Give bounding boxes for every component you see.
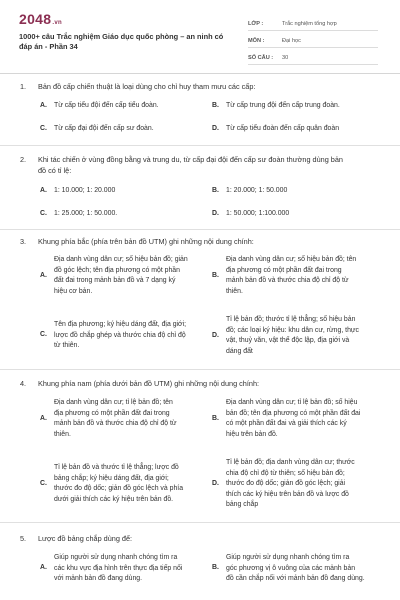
option-line: Tỉ lệ bản đồ; thước tỉ lệ thẳng; số hiệu bản [226, 316, 356, 323]
option-letter: D. [212, 480, 219, 487]
option-line: góc phương vị ô vuông của các mảnh bản [226, 564, 356, 572]
option-letter: C. [40, 125, 47, 132]
option-lines [54, 320, 209, 352]
question-5-stem [20, 533, 380, 544]
option-letter: D. [212, 332, 219, 339]
option-letter: A. [40, 102, 47, 109]
option-line: Tỉ lệ bản đồ; địa danh vùng dân cư; thước [226, 459, 355, 466]
logo-number: 2048 [19, 11, 52, 27]
option-letter: D. [212, 125, 219, 132]
option-line: Địa danh vùng dân cư; tỉ lệ bản đồ; số hiệu [226, 399, 358, 406]
option-line: địa phương có một phần đất đai trong [54, 409, 170, 417]
option-letter: C. [40, 331, 47, 338]
option-text: Từ cấp trung đội đến cấp trung đoàn. [226, 102, 340, 109]
option-letter: A. [40, 187, 47, 194]
option-letter: B. [212, 272, 219, 279]
option-lines [226, 255, 384, 297]
question-text: Lược đồ bảng chắp dùng để: [38, 534, 133, 543]
option-line: Địa danh vùng dân cư; tỉ lệ bản đồ; tên [54, 399, 173, 406]
question-number: 3. [20, 237, 27, 246]
question-4-stem [20, 378, 380, 389]
question-3-stem [20, 236, 380, 247]
question-separator [0, 522, 400, 523]
question-text: Khung phía bắc (phía trên bản đồ UTM) ghi những nội dung chính: [38, 237, 254, 246]
meta-value: Trắc nghiệm tổng hợp [282, 21, 337, 27]
question-separator [0, 229, 400, 230]
meta-table [248, 14, 378, 65]
option-line: bảng chắp; ký hiệu dáng đất, địa giới; [54, 474, 169, 482]
option-lines [226, 398, 384, 440]
option-lines [54, 553, 209, 585]
question-text: Bản đồ cấp chiến thuật là loại dùng cho chỉ huy tham mưu các cấp: [38, 82, 256, 91]
option-line: bảng chắp [226, 501, 259, 508]
meta-row-count [248, 48, 378, 65]
option-letter: A. [40, 564, 47, 571]
option-text: 1: 10.000; 1: 20.000 [54, 187, 116, 194]
option-line: các khu vực địa hình trên thực địa tiếp nối [54, 564, 183, 572]
option-line: lược đồ chắp ghép và thước chia độ chỉ độ [54, 331, 186, 339]
option-line: vật, thuỷ văn, vật thể độc lập, địa giới và [226, 337, 350, 344]
option-text: 1: 25.000; 1: 50.000. [54, 210, 118, 217]
option-letter: B. [212, 187, 219, 194]
meta-label: MÔN : [248, 38, 265, 44]
option-text: 1: 50.000; 1:100.000 [226, 210, 290, 217]
question-separator [0, 369, 400, 370]
logo-suffix: .vn [52, 20, 62, 26]
option-line: Địa danh vùng dân cư; số hiệu bản đồ; tên [226, 256, 357, 263]
document-header [0, 0, 400, 74]
option-line: chia độ chỉ độ từ thiên; số hiệu bản đồ; [226, 469, 345, 477]
option-letter: A. [40, 415, 47, 422]
option-line: từ thiên. [54, 342, 80, 349]
question-2-stem-cont: đồ có tỉ lệ: [38, 166, 72, 175]
option-line: dáng đất [226, 347, 253, 355]
option-lines [54, 398, 209, 440]
question-number: 4. [20, 379, 27, 388]
option-line: thiên. [54, 430, 71, 438]
option-line: bản đồ; tên địa phương có một phần đất đai [226, 409, 361, 417]
option-line: đồ cần chắp nối với mảnh bản đồ đang dùng. [226, 575, 365, 582]
option-letter: C. [40, 210, 47, 217]
option-line: thước đo độ dốc; giản đồ góc lệch và phía [54, 485, 184, 492]
option-letter: B. [212, 102, 219, 109]
option-line: hiệu cơ bản. [54, 287, 93, 295]
option-line: Địa danh vùng dân cư; số hiệu bản đồ; giản [54, 256, 188, 263]
option-text: Từ cấp tiểu đoàn đến cấp quân đoàn [226, 125, 340, 132]
option-lines [226, 315, 384, 357]
question-text: Khi tác chiến ở vùng đồng bằng và trung du, từ cấp đại đội đến cấp sư đoàn thường dùng bản [38, 155, 343, 164]
option-line: Tỉ lệ bản đồ và thước tỉ lệ thẳng; lược đồ [54, 464, 179, 471]
option-line: thiên. [226, 287, 243, 295]
option-lines [226, 553, 384, 585]
option-letter: B. [212, 564, 219, 571]
option-line: Giúp người sử dụng nhanh chóng tìm ra [226, 554, 350, 561]
option-line: mảnh bản đồ và thước chia độ chỉ độ từ [54, 420, 177, 427]
document-title: 1000+ câu Trắc nghiệm Giáo dục quốc phòng – an ninh có đáp án - Phần 34 [19, 32, 224, 51]
meta-row-class [248, 14, 378, 31]
option-line: thước đo độ dốc; giản đồ góc lệch; giải [226, 480, 346, 487]
option-line: với mảnh bản đồ đang dùng. [54, 575, 143, 582]
meta-value: 30 [282, 55, 289, 61]
option-letter: A. [40, 272, 47, 279]
option-lines [54, 255, 209, 297]
option-line: có một phần đất đai và giải thích các ký [226, 420, 347, 427]
option-text: Từ cấp đại đội đến cấp sư đoàn. [54, 125, 154, 132]
option-line: hiệu trên bản đồ. [226, 430, 278, 438]
question-number: 5. [20, 534, 27, 543]
question-2-stem [20, 154, 380, 165]
option-line: Tên địa phương; ký hiệu dáng đất, địa giới; [54, 321, 187, 328]
option-line: dưới giải thích các ký hiệu trên bản đồ. [54, 495, 174, 503]
option-line: đồ góc lệch; tên địa phương có một phần [54, 266, 180, 274]
option-line: mảnh bản đồ và thước chia độ chỉ độ từ [226, 277, 349, 284]
option-text: 1: 20.000; 1: 50.000 [226, 187, 288, 194]
meta-row-subject [248, 31, 378, 48]
meta-label: LỚP : [248, 21, 264, 27]
option-line: Giúp người sử dụng nhanh chóng tìm ra [54, 554, 178, 561]
option-lines [226, 458, 384, 511]
question-number: 1. [20, 82, 27, 91]
question-1-stem [20, 81, 380, 92]
option-line: thích các ký hiệu trên bản đồ và lược đồ [226, 490, 349, 498]
option-letter: C. [40, 480, 47, 487]
question-text: Khung phía nam (phía dưới bản đồ UTM) ghi những nội dung chính: [38, 379, 260, 388]
option-letter: D. [212, 210, 219, 217]
option-line: địa phương có một phần đất đai trong [226, 266, 342, 274]
site-logo[interactable] [19, 11, 62, 27]
meta-label: SỐ CÂU : [248, 55, 274, 61]
option-letter: B. [212, 415, 219, 422]
option-line: đất đai trong mảnh bản đồ và 7 dạng ký [54, 277, 176, 284]
option-line: đồ; các loại ký hiệu: khu dân cư, rừng, thực [226, 326, 359, 334]
question-separator [0, 145, 400, 146]
meta-value: Đại học [282, 38, 301, 44]
option-lines [54, 463, 209, 505]
option-text: Từ cấp tiểu đội đến cấp tiểu đoàn. [54, 102, 159, 109]
question-number: 2. [20, 155, 27, 164]
